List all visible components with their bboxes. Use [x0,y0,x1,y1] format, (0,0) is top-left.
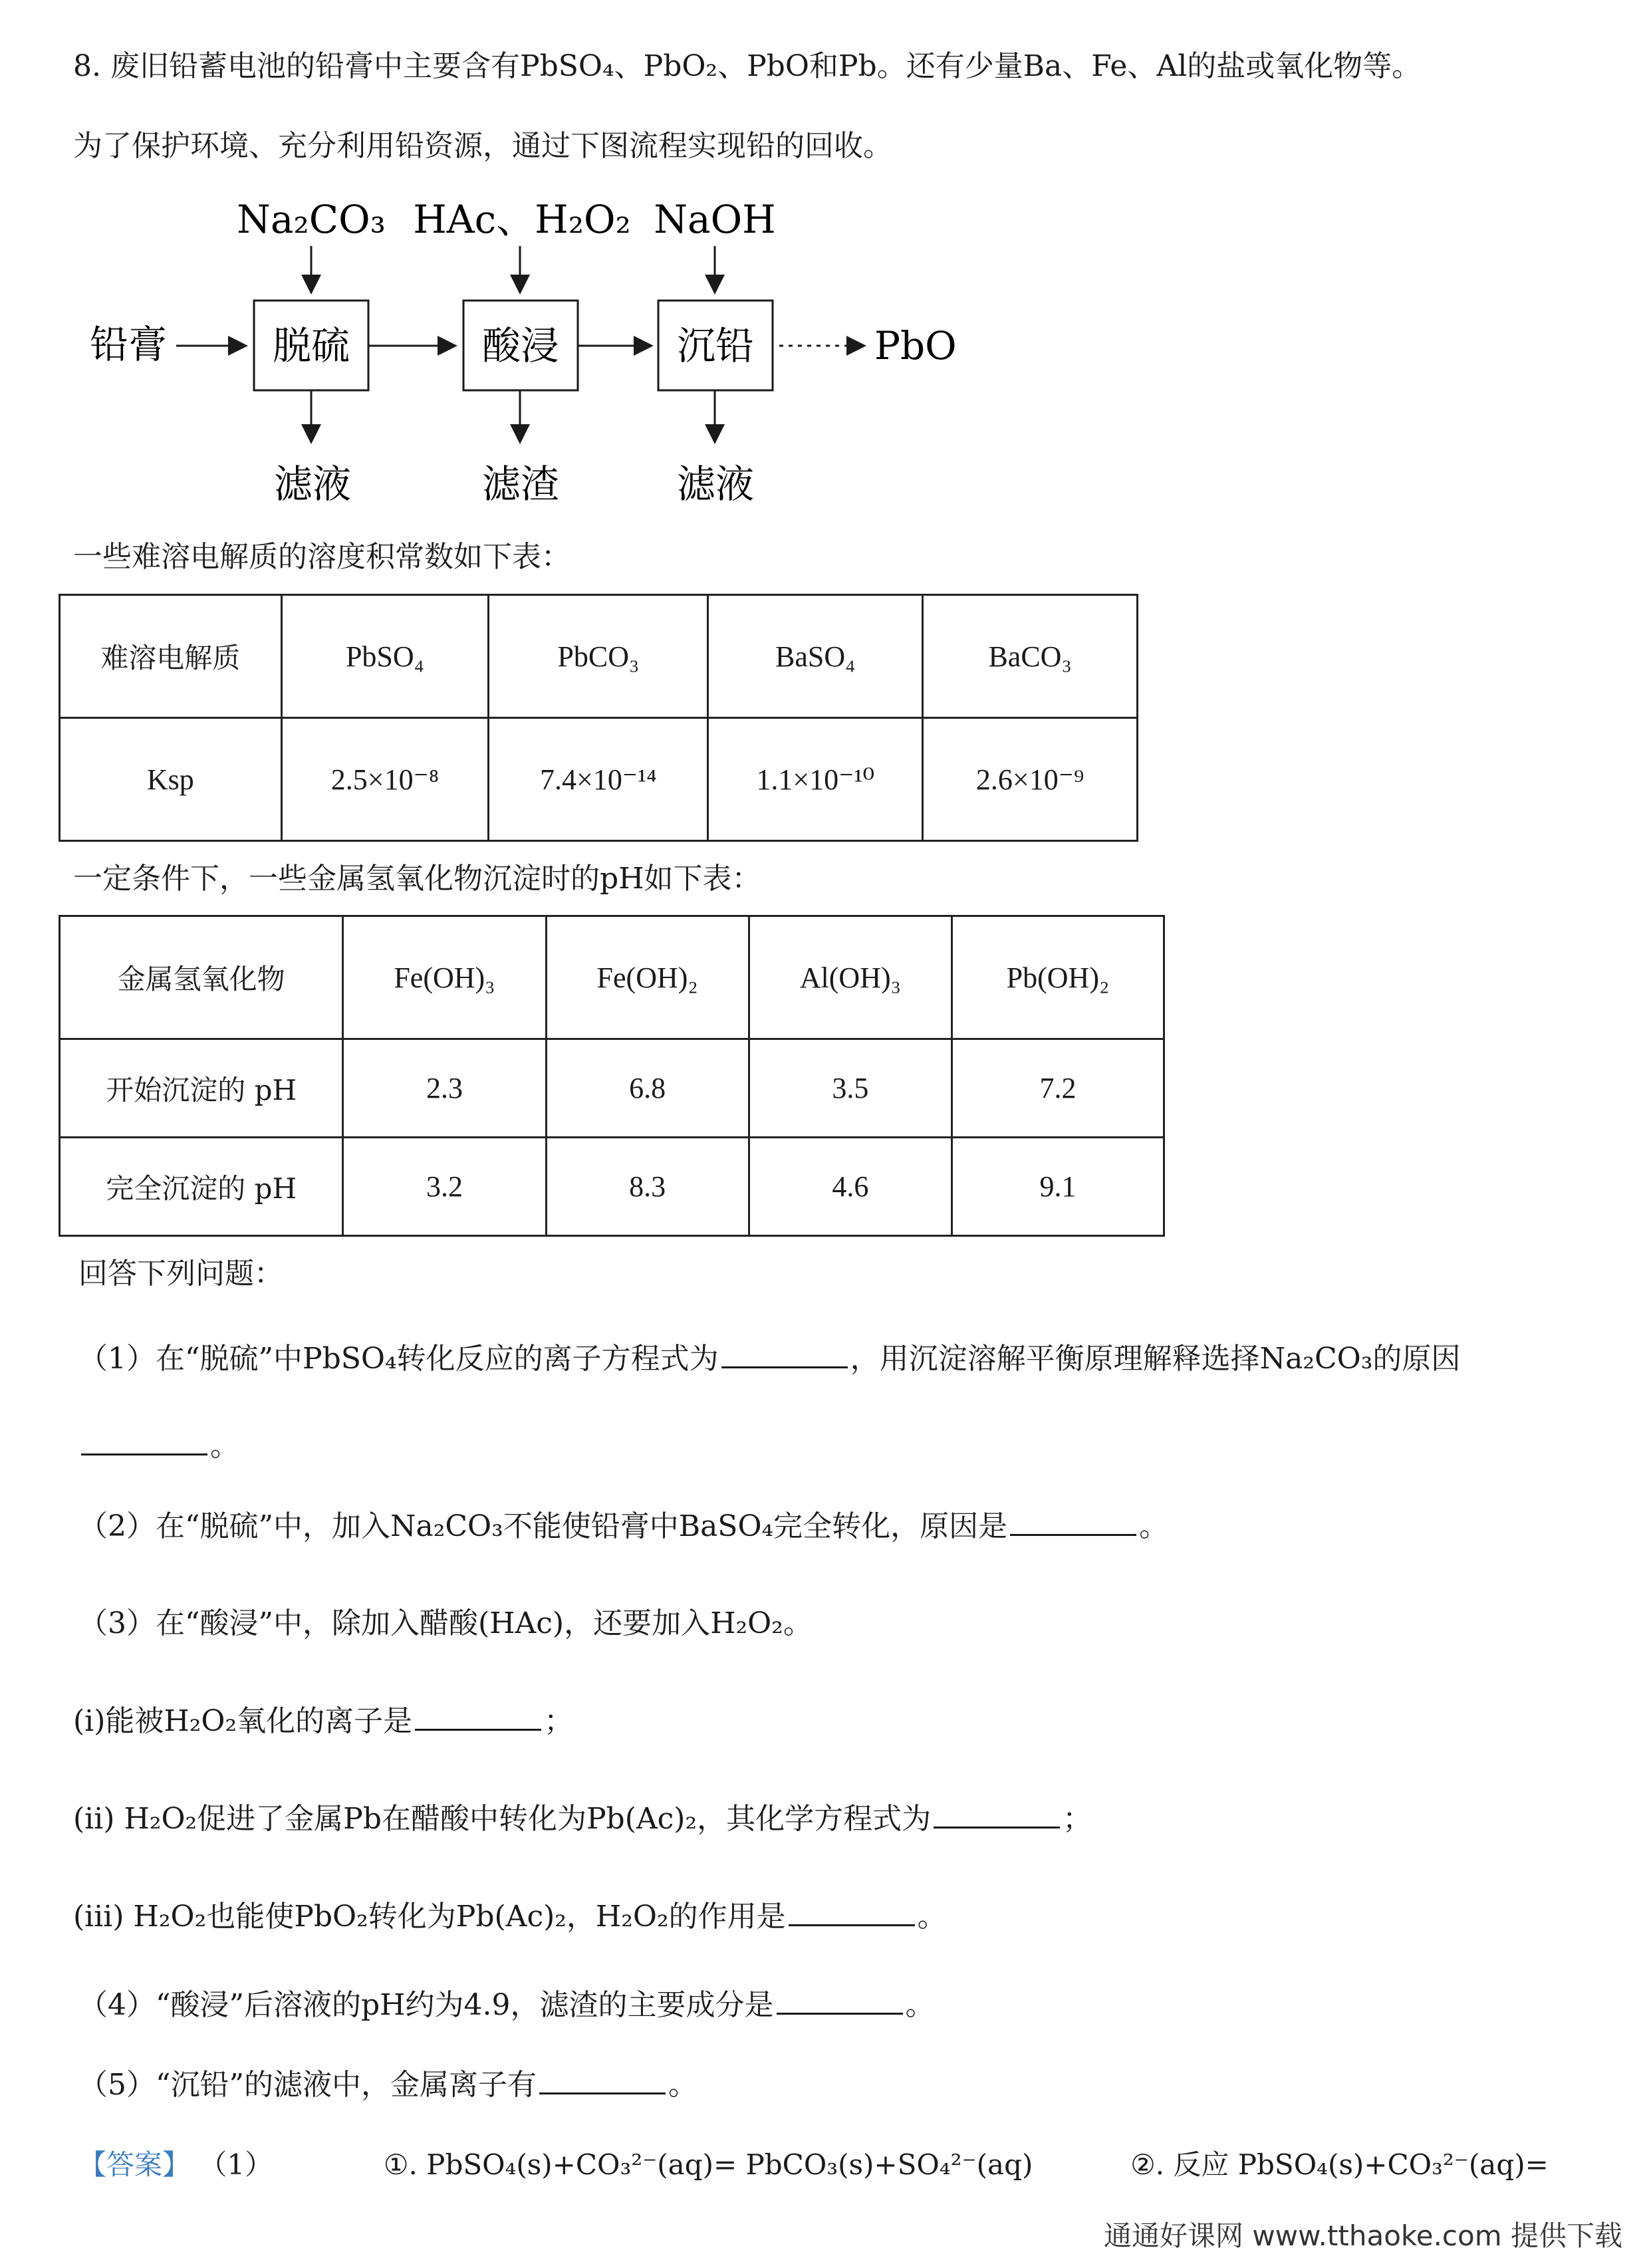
question-1-cont: 。 [78,1426,239,1466]
ph-value: 9.1 [951,1138,1164,1236]
answer-tag: 【答案】 [78,2148,191,2181]
step-lead-precipitation: 沉铅 [676,323,755,368]
output-filtrate-1: 滤液 [273,461,352,507]
ph-value: 7.2 [951,1039,1164,1138]
ksp-compound: PbCO₃ [489,595,708,718]
reagent-na2co3: Na₂CO₃ [237,197,386,242]
answer-part: （1） [199,2148,273,2181]
ph-value: 4.6 [749,1138,951,1236]
answer-blank[interactable] [934,1803,1060,1828]
answer-blank[interactable] [777,1989,903,2015]
footer-watermark: 通通好课网 www.tthaoke.com 提供下载 [1104,2219,1622,2252]
ksp-value: 1.1×10⁻¹⁰ [708,718,923,841]
answer-blank[interactable] [721,1342,848,1368]
ph-value: 3.5 [749,1039,951,1138]
ph-value: 3.2 [343,1138,546,1236]
answer-blank[interactable] [539,2069,666,2094]
answer-line [78,2145,1549,2185]
ksp-intro: 一些难溶电解质的溶度积常数如下表： [73,540,571,574]
ksp-table [59,594,1138,842]
reagent-naoh: NaOH [654,197,776,242]
ksp-header-label: 难溶电解质 [60,595,282,718]
ph-value: 2.3 [343,1039,546,1138]
question-2: （2）在“脱硫”中，加入Na₂CO₃不能使铅膏中BaSO₄完全转化，原因是 。 [78,1509,1169,1543]
step-desulfurization: 脱硫 [272,323,350,368]
ph-value: 6.8 [546,1039,749,1138]
answer-equation-2: ②. 反应 PbSO₄(s)+CO₃²⁻(aq)= [1130,2148,1549,2181]
answer-equation-1: ①. PbSO₄(s)+CO₃²⁻(aq)= PbCO₃(s)+SO₄²⁻(aq) [383,2148,1033,2181]
question-3-i: (i)能被H₂O₂氧化的离子是 ； [73,1704,574,1738]
ph-table [59,915,1165,1237]
ph-row-label: 开始沉淀的 pH [60,1039,343,1138]
question-4: （4）“酸浸”后溶液的pH约为4.9，滤渣的主要成分是 。 [78,1988,935,2022]
output-filtrate-2: 滤液 [676,461,755,507]
questions-lead: 回答下列问题： [78,1257,283,1291]
ph-compound: Pb(OH)₂ [951,916,1164,1039]
ksp-compound: BaSO₄ [708,595,923,718]
answer-blank[interactable] [789,1900,915,1926]
question-1: （1）在“脱硫”中PbSO₄转化反应的离子方程式为 ，用沉淀溶解平衡原理解释选择Na₂CO₃的原因 [78,1342,1461,1376]
step-acid-leach: 酸浸 [481,323,560,368]
process-flowchart [0,180,1130,539]
question-5: （5）“沉铅”的滤液中，金属离子有 。 [78,2068,698,2102]
ph-intro: 一定条件下，一些金属氢氧化物沉淀时的pH如下表： [73,862,761,896]
intro-line-2: 为了保护环境、充分利用铅资源，通过下图流程实现铅的回收。 [73,129,892,163]
ph-value: 8.3 [546,1138,749,1236]
ksp-value: 7.4×10⁻¹⁴ [489,718,708,841]
answer-blank[interactable] [415,1705,541,1731]
ph-header-label: 金属氢氧化物 [60,916,343,1039]
ksp-compound: BaCO₃ [923,595,1138,718]
start-lead-paste: 铅膏 [90,322,168,367]
answer-blank[interactable] [81,1430,207,1455]
output-residue: 滤渣 [481,461,560,507]
ksp-row-label: Ksp [60,718,282,841]
question-3: （3）在“酸浸”中，除加入醋酸(HAc)，还要加入H₂O₂。 [78,1606,813,1640]
product-pbo: PbO [874,323,957,368]
ksp-value: 2.5×10⁻⁸ [281,718,489,841]
ph-row-label: 完全沉淀的 pH [60,1138,343,1236]
question-3-iii: (iii) H₂O₂也能使PbO₂转化为Pb(Ac)₂，H₂O₂的作用是 。 [73,1900,947,1934]
ph-compound: Fe(OH)₃ [343,916,546,1039]
question-3-ii: (ii) H₂O₂促进了金属Pb在醋酸中转化为Pb(Ac)₂，其化学方程式为 ； [73,1802,1092,1836]
reagent-hac-h2o2: HAc、H₂O₂ [413,197,631,242]
ksp-value: 2.6×10⁻⁹ [923,718,1138,841]
ksp-compound: PbSO₄ [281,595,489,718]
ph-compound: Fe(OH)₂ [546,916,749,1039]
ph-compound: Al(OH)₃ [749,916,951,1039]
intro-line-1: 8. 废旧铅蓄电池的铅膏中主要含有PbSO₄、PbO₂、PbO和Pb。还有少量Ba、Fe、Al的盐或氧化物等。 [73,49,1422,83]
answer-blank[interactable] [1010,1510,1136,1536]
